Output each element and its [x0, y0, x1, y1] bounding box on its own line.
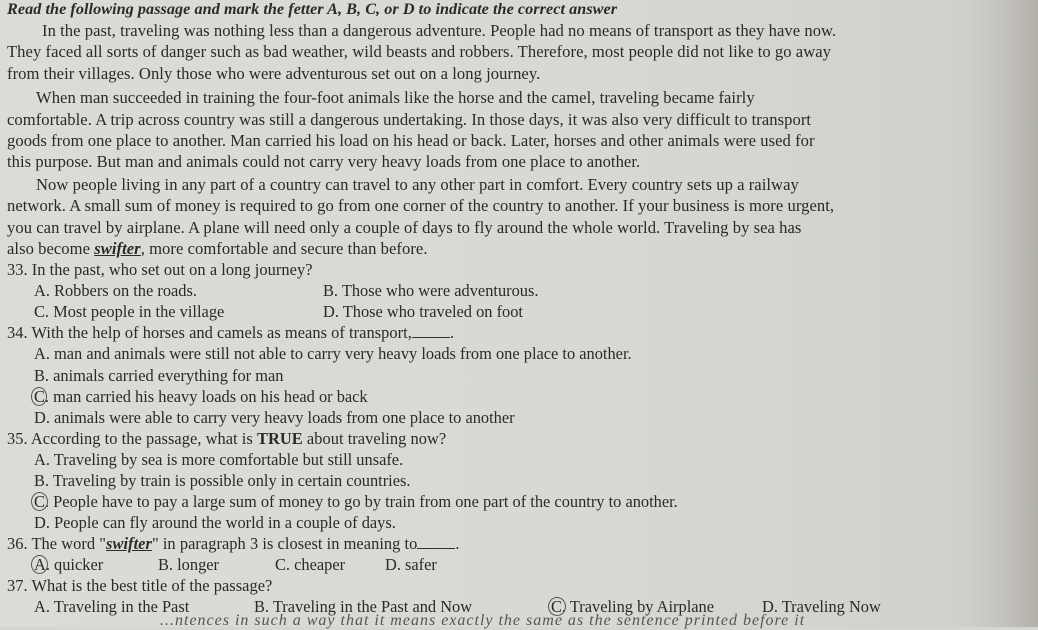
q33-option-a[interactable]: A. Robbers on the roads. [34, 281, 197, 300]
answer-blank [417, 547, 455, 549]
passage-line: Now people living in any part of a country can travel to any other part in comfort. Every country sets up a railway [36, 175, 799, 194]
passage-line-last: also become swifter, more comfortable and secure than before. [7, 239, 428, 258]
pen-circle-mark [548, 597, 566, 616]
q36-option-a[interactable]: A. quicker [34, 555, 104, 574]
passage-line: network. A small sum of money is required to go from one corner of the country to another. If your business is more urgent, [7, 196, 835, 215]
q33-option-c[interactable]: C. Most people in the village [34, 302, 225, 321]
passage-line: you can travel by airplane. A plane will need only a couple of days to fly around the whole world. Traveling by sea has [7, 218, 802, 237]
q34-option-a[interactable]: A. man and animals were still not able to carry very heavy loads from one place to another. [34, 344, 632, 363]
instruction: Read the following passage and mark the fetter A, B, C, or D to indicate the correct answer [7, 0, 618, 18]
passage-line: from their villages. Only those who were adventurous set out on a long journey. [7, 64, 541, 83]
question-36-stem: 36. The word "swifter" in paragraph 3 is closest in meaning to . [7, 534, 460, 553]
q35-option-c[interactable]: C. People have to pay a large sum of money to go by train from one part of the country to another. [34, 492, 678, 511]
pen-circle-mark [31, 492, 48, 511]
passage-line: They faced all sorts of danger such as bad weather, wild beasts and robbers. Therefore, most people did not like to go away [7, 42, 832, 61]
q36-option-b[interactable]: B. longer [158, 555, 220, 574]
answer-blank [412, 336, 450, 338]
question-37-stem: 37. What is the best title of the passage? [7, 576, 273, 595]
passage-line: When man succeeded in training the four-foot animals like the horse and the camel, traveling became fairly [36, 88, 755, 107]
cutoff-next-instruction: ...ntences in such a way that it means exactly the same as the sentence printed before it [160, 612, 806, 629]
passage-line: In the past, traveling was nothing less than a dangerous adventure. People had no means of transport as they have now. [42, 21, 837, 40]
q36-option-c[interactable]: C. cheaper [275, 555, 346, 574]
q37-option-c[interactable]: C. Traveling by Airplane [551, 597, 714, 616]
passage-line: goods from one place to another. Man carried his load on his head or back. Later, horses and other animals were used for [7, 131, 815, 150]
passage-line: this purpose. But man and animals could not carry very heavy loads from one place to another. [7, 152, 641, 171]
pen-circle-mark [31, 387, 47, 406]
page-shadow-edge [968, 0, 1038, 627]
q35-option-b[interactable]: B. Traveling by train is possible only in certain countries. [34, 471, 411, 490]
question-35-stem: 35. According to the passage, what is TRUE about traveling now? [7, 429, 447, 448]
pen-circle-mark [31, 555, 48, 574]
q37-option-b[interactable]: B. Traveling in the Past and Now [254, 597, 473, 616]
q34-option-d[interactable]: D. animals were able to carry very heavy loads from one place to another [34, 408, 515, 427]
keyword-swifter-ref: swifter [106, 534, 152, 553]
q37-option-d[interactable]: D. Traveling Now [762, 597, 881, 616]
q34-option-c[interactable]: C. man carried his heavy loads on his head or back [34, 387, 368, 406]
passage-line: comfortable. A trip across country was still a dangerous undertaking. In those days, it was also very difficult to transport [7, 110, 812, 129]
question-33-stem: 33. In the past, who set out on a long journey? [7, 260, 313, 279]
keyword-swifter: swifter [94, 239, 141, 258]
q37-option-a[interactable]: A. Traveling in the Past [34, 597, 190, 616]
q34-option-b[interactable]: B. animals carried everything for man [34, 366, 284, 385]
q33-option-b[interactable]: B. Those who were adventurous. [323, 281, 539, 300]
q35-option-d[interactable]: D. People can fly around the world in a couple of days. [34, 513, 396, 532]
q33-option-d[interactable]: D. Those who traveled on foot [323, 302, 523, 321]
q36-option-d[interactable]: D. safer [385, 555, 437, 574]
q35-option-a[interactable]: A. Traveling by sea is more comfortable but still unsafe. [34, 450, 404, 469]
question-34-stem: 34. With the help of horses and camels as means of transport, . [7, 323, 455, 342]
